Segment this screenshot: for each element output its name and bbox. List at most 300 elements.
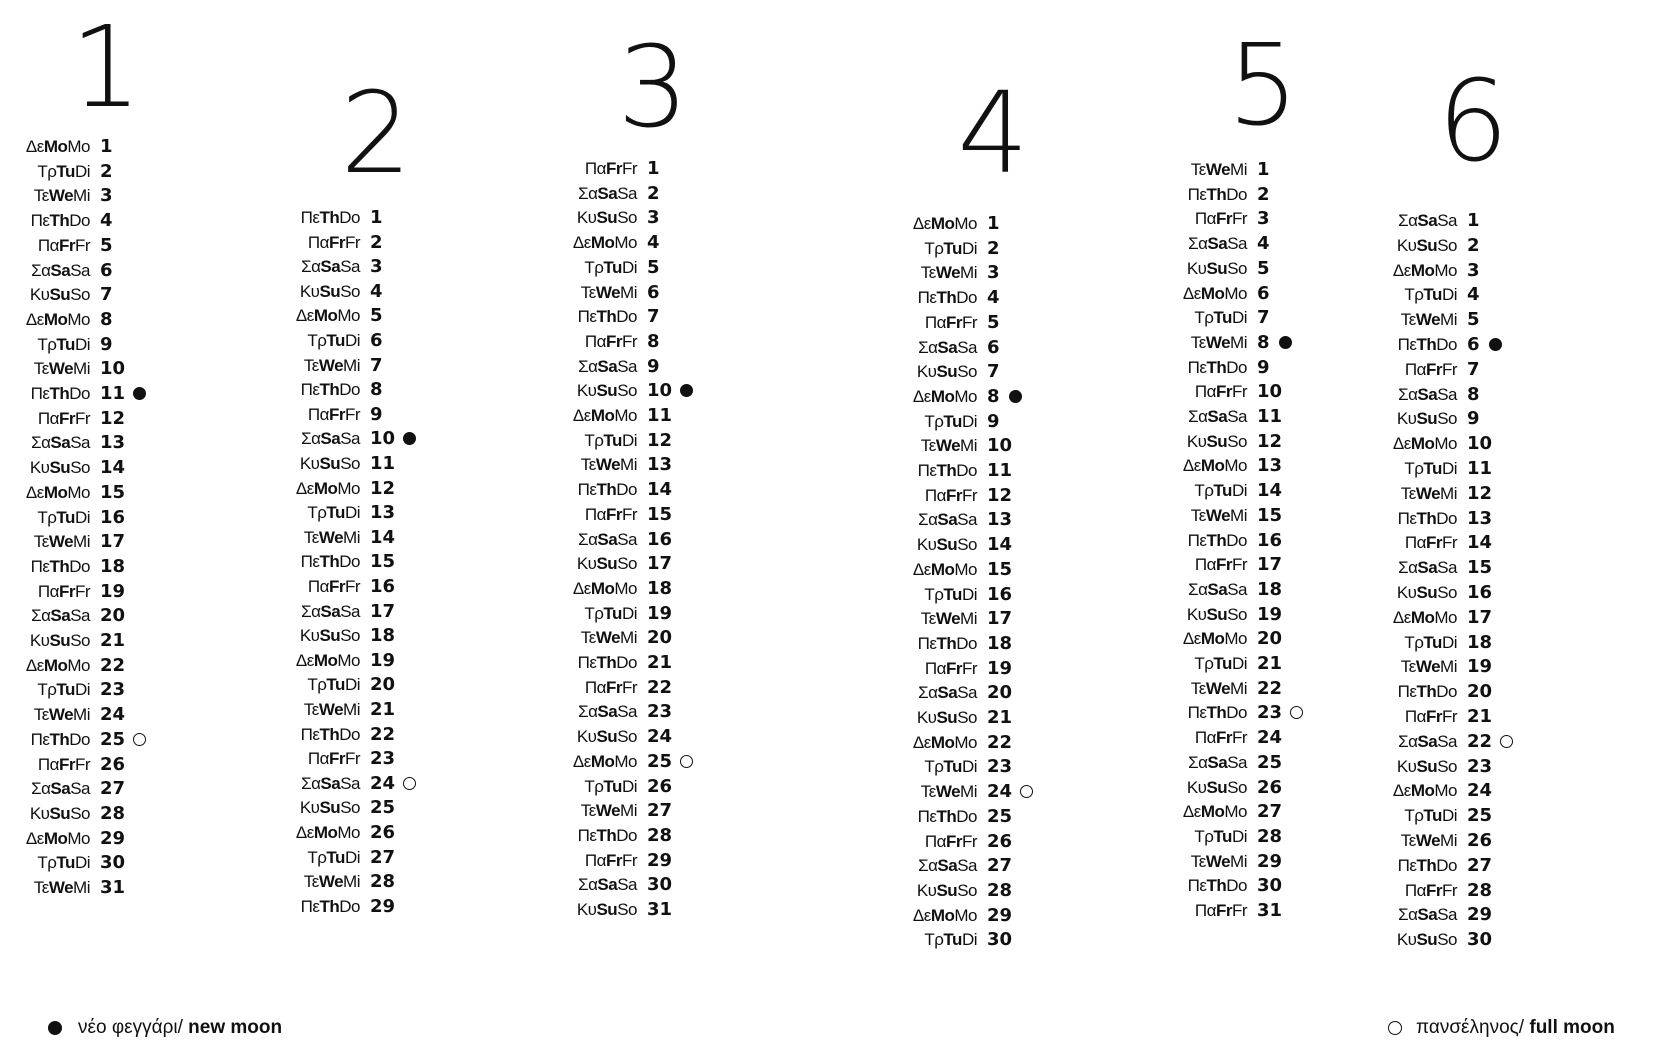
weekday-label: ΤεWeMi: [33, 186, 90, 206]
weekday-label: ΚυSuSo: [916, 535, 977, 555]
day-number: 23: [1257, 702, 1283, 724]
day-number: 3: [1467, 259, 1480, 281]
day-number: 30: [100, 852, 126, 874]
month-column-4: [907, 0, 1077, 960]
day-row: [1177, 504, 1347, 528]
day-row: [567, 676, 737, 700]
weekday-label: ΠαFrFr: [307, 577, 360, 596]
day-row: [567, 157, 737, 181]
day-row: [1177, 899, 1347, 923]
weekday-label: ΠεThDo: [917, 806, 977, 826]
day-row: [907, 434, 1077, 458]
weekday-label: ΤρTuDi: [1404, 806, 1457, 826]
day-number: 16: [647, 528, 673, 550]
day-number: 14: [987, 534, 1013, 556]
day-row: [290, 747, 460, 771]
weekday-label: ΠεThDo: [1397, 682, 1457, 702]
full-moon-icon: [1500, 735, 1513, 748]
day-row: [907, 583, 1077, 607]
day-number: 6: [1467, 334, 1480, 355]
day-row: [20, 357, 190, 381]
weekday-label: ΤρTuDi: [924, 238, 977, 258]
day-number: 6: [647, 281, 660, 303]
weekday-label: ΣαSaSa: [578, 702, 637, 722]
day-number: 26: [370, 822, 396, 843]
day-row: [290, 649, 460, 673]
day-row: [907, 879, 1077, 903]
day-row: [20, 703, 190, 727]
day-row: [907, 286, 1077, 310]
weekday-label: ΣαSaSa: [918, 856, 977, 876]
day-row: [20, 456, 190, 480]
day-row: [20, 604, 190, 628]
weekday-label: ΠαFrFr: [1194, 901, 1247, 920]
weekday-label: ΚυSuSo: [576, 381, 637, 401]
day-number: 13: [987, 509, 1013, 531]
day-number: 3: [1257, 208, 1270, 230]
day-number: 10: [100, 358, 126, 380]
day-row: [20, 259, 190, 283]
day-number: 7: [1257, 307, 1270, 329]
legend-new-moon: [48, 1016, 348, 1040]
day-number: 1: [1467, 210, 1480, 231]
day-row: [907, 360, 1077, 384]
day-row: [1387, 457, 1557, 481]
day-number: 7: [370, 354, 383, 376]
weekday-label: ΤρTuDi: [307, 675, 360, 695]
day-row: [907, 632, 1077, 656]
weekday-label: ΠαFrFr: [1194, 728, 1247, 748]
day-number: 29: [1467, 904, 1493, 926]
weekday-label: ΔεMoMo: [1392, 434, 1457, 454]
day-row: [567, 552, 737, 576]
day-number: 28: [647, 824, 673, 846]
day-number: 23: [1467, 755, 1493, 777]
weekday-label: ΤεWeMi: [303, 872, 360, 892]
day-number: 18: [1467, 631, 1493, 653]
day-number: 29: [100, 827, 126, 849]
day-number: 19: [1467, 656, 1493, 678]
day-row: [1177, 454, 1347, 478]
weekday-label: ΣαSaSa: [1398, 384, 1457, 404]
weekday-label: ΚυSuSo: [299, 454, 360, 473]
weekday-label: ΠεThDo: [1397, 335, 1457, 354]
day-number: 5: [647, 256, 660, 278]
day-number: 24: [647, 726, 673, 748]
day-number: 19: [987, 657, 1013, 679]
legend-new-moon-greek: νέο φεγγάρι/: [78, 1017, 183, 1038]
day-number: 14: [1257, 480, 1283, 502]
day-number: 21: [1257, 653, 1283, 674]
day-row: [20, 580, 190, 604]
day-number: 20: [100, 605, 126, 627]
weekday-label: ΠεThDo: [577, 653, 637, 672]
weekday-label: ΚυSuSo: [576, 900, 637, 919]
day-number: 16: [987, 583, 1013, 605]
weekday-label: ΠαFrFr: [584, 331, 637, 351]
day-row: [567, 281, 737, 305]
day-row: [290, 575, 460, 599]
day-row: [20, 184, 190, 208]
day-number: 22: [370, 723, 396, 745]
weekday-label: ΠεThDo: [1187, 703, 1247, 723]
weekday-label: ΠαFrFr: [1404, 707, 1457, 726]
day-number: 26: [647, 775, 673, 797]
day-number: 21: [370, 699, 396, 720]
weekday-label: ΣαSaSa: [1188, 579, 1247, 599]
weekday-label: ΠεThDo: [577, 825, 637, 845]
weekday-label: ΤρTuDi: [924, 757, 977, 777]
day-number: 21: [647, 652, 673, 673]
weekday-label: ΔεMoMo: [912, 386, 977, 406]
day-row: [20, 506, 190, 530]
weekday-label: ΔεMoMo: [912, 559, 977, 579]
legend-full-moon-greek: πανσέληνος/: [1416, 1017, 1525, 1038]
day-number: 28: [370, 871, 396, 893]
day-row: [1177, 701, 1347, 725]
day-row: [1387, 631, 1557, 655]
day-row: [567, 206, 737, 230]
weekday-label: ΤρTuDi: [924, 411, 977, 431]
weekday-label: ΚυSuSo: [1396, 409, 1457, 429]
new-moon-icon: [48, 1021, 62, 1035]
weekday-label: ΣαSaSa: [1188, 752, 1247, 772]
day-number: 14: [1467, 532, 1493, 554]
weekday-label: ΤεWeMi: [580, 801, 637, 821]
day-number: 9: [987, 410, 1000, 432]
day-row: [1177, 479, 1347, 503]
day-row: [1177, 207, 1347, 231]
day-row: [1387, 606, 1557, 630]
day-row: [1387, 680, 1557, 704]
day-number: 3: [100, 185, 113, 207]
weekday-label: ΠαFrFr: [1404, 880, 1457, 900]
day-number: 25: [370, 797, 396, 819]
weekday-label: ΠεThDo: [1187, 876, 1247, 896]
weekday-label: ΣαSaSa: [1398, 905, 1457, 925]
weekday-label: ΔεMoMo: [1182, 629, 1247, 649]
weekday-label: ΤρTuDi: [307, 847, 360, 867]
day-row: [1177, 776, 1347, 800]
weekday-label: ΠαFrFr: [1194, 209, 1247, 229]
day-row: [567, 528, 737, 552]
day-number: 16: [1257, 529, 1283, 551]
day-row: [1177, 232, 1347, 256]
weekday-label: ΔεMoMo: [25, 309, 90, 329]
day-number: 4: [987, 287, 1000, 309]
day-row: [567, 873, 737, 897]
weekday-label: ΚυSuSo: [1186, 777, 1247, 797]
day-number: 23: [370, 748, 396, 770]
day-row: [20, 851, 190, 875]
weekday-label: ΔεMoMo: [572, 751, 637, 771]
day-number: 20: [370, 674, 396, 696]
day-row: [907, 657, 1077, 681]
day-number: 22: [1467, 730, 1493, 752]
day-number: 29: [370, 895, 396, 917]
weekday-label: ΠαFrFr: [1194, 382, 1247, 402]
day-number: 25: [100, 728, 126, 750]
day-number: 16: [1467, 582, 1493, 603]
day-number: 14: [100, 457, 126, 479]
weekday-label: ΤρTuDi: [37, 161, 90, 181]
weekday-label: ΠαFrFr: [1194, 555, 1247, 575]
day-number: 8: [1467, 383, 1480, 405]
day-row: [20, 678, 190, 702]
day-row: [290, 870, 460, 894]
weekday-label: ΠεThDo: [300, 552, 360, 572]
day-row: [567, 725, 737, 749]
day-number: 15: [1467, 557, 1493, 579]
weekday-label: ΠαFrFr: [307, 749, 360, 769]
weekday-label: ΤεWeMi: [1190, 851, 1247, 871]
weekday-label: ΠεThDo: [917, 288, 977, 308]
weekday-label: ΠαFrFr: [924, 831, 977, 851]
month-number: 1: [70, 3, 140, 133]
day-number: 23: [647, 701, 673, 723]
full-moon-icon: [403, 777, 416, 790]
weekday-label: ΣαSaSa: [918, 683, 977, 703]
day-row: [907, 928, 1077, 952]
day-number: 13: [1467, 507, 1493, 529]
day-number: 5: [1257, 257, 1270, 279]
weekday-label: ΔεMoMo: [1392, 260, 1457, 280]
day-row: [20, 234, 190, 258]
day-number: 25: [1257, 751, 1283, 773]
day-row: [1177, 825, 1347, 849]
weekday-label: ΠεThDo: [1187, 530, 1247, 550]
day-row: [1177, 800, 1347, 824]
day-number: 26: [1467, 830, 1493, 851]
day-row: [567, 824, 737, 848]
day-number: 9: [100, 333, 113, 355]
weekday-label: ΔεMoMo: [25, 655, 90, 675]
weekday-label: ΤεWeMi: [303, 527, 360, 547]
day-row: [20, 876, 190, 900]
day-number: 24: [370, 772, 396, 794]
weekday-label: ΤεWeMi: [303, 355, 360, 375]
day-row: [907, 212, 1077, 236]
weekday-label: ΣαSaSa: [31, 779, 90, 799]
day-number: 13: [370, 502, 396, 524]
day-row: [20, 333, 190, 357]
day-number: 24: [1257, 727, 1283, 749]
weekday-label: ΠεThDo: [300, 896, 360, 916]
day-row: [1387, 705, 1557, 729]
day-row: [907, 533, 1077, 557]
day-row: [20, 308, 190, 332]
day-row: [20, 654, 190, 678]
weekday-label: ΤρTuDi: [37, 853, 90, 873]
month-number: 2: [340, 69, 410, 199]
day-number: 31: [647, 899, 673, 920]
day-number: 18: [370, 625, 396, 647]
day-number: 25: [647, 750, 673, 772]
day-row: [290, 427, 460, 451]
day-number: 10: [987, 435, 1013, 457]
day-number: 19: [647, 602, 673, 624]
day-number: 22: [987, 731, 1013, 753]
weekday-label: ΤρTuDi: [37, 680, 90, 700]
weekday-label: ΚυSuSo: [916, 708, 977, 727]
day-number: 14: [647, 479, 673, 501]
month-column-5: [1177, 0, 1347, 960]
weekday-label: ΔεMoMo: [912, 214, 977, 233]
day-row: [907, 706, 1077, 730]
day-number: 21: [100, 630, 126, 651]
legend-full-moon: [1388, 1016, 1628, 1040]
day-number: 5: [370, 305, 383, 327]
day-number: 22: [1257, 677, 1283, 699]
day-row: [290, 846, 460, 870]
weekday-label: ΣαSaSa: [301, 601, 360, 621]
day-row: [290, 600, 460, 624]
day-number: 18: [647, 577, 673, 599]
weekday-label: ΚυSuSo: [916, 880, 977, 900]
day-row: [290, 329, 460, 353]
day-row: [1177, 430, 1347, 454]
day-number: 24: [987, 781, 1013, 803]
weekday-label: ΠεThDo: [30, 211, 90, 231]
day-row: [1387, 804, 1557, 828]
day-number: 29: [647, 849, 673, 871]
day-number: 29: [1257, 850, 1283, 872]
weekday-label: ΤρTuDi: [1194, 308, 1247, 328]
day-row: [907, 459, 1077, 483]
day-number: 12: [647, 429, 673, 451]
day-number: 22: [100, 654, 126, 676]
day-row: [1387, 928, 1557, 952]
day-row: [567, 775, 737, 799]
day-number: 29: [987, 904, 1013, 926]
full-moon-icon: [1388, 1021, 1402, 1035]
day-number: 11: [647, 405, 673, 426]
weekday-label: ΤρTuDi: [1194, 826, 1247, 846]
day-row: [1177, 850, 1347, 874]
day-row: [20, 629, 190, 653]
day-row: [20, 530, 190, 554]
weekday-label: ΠεThDo: [1397, 508, 1457, 528]
day-row: [290, 673, 460, 697]
day-number: 11: [370, 453, 396, 474]
weekday-label: ΔεMoMo: [1392, 607, 1457, 627]
weekday-label: ΔεMoMo: [25, 828, 90, 848]
weekday-label: ΚυSuSo: [576, 554, 637, 574]
day-row: [907, 805, 1077, 829]
day-number: 17: [987, 608, 1013, 630]
day-number: 2: [100, 160, 113, 182]
day-row: [1387, 854, 1557, 878]
day-number: 27: [1467, 854, 1493, 876]
weekday-label: ΔεMoMo: [1182, 283, 1247, 303]
weekday-label: ΤεWeMi: [1190, 332, 1247, 352]
day-row: [907, 780, 1077, 804]
day-row: [907, 410, 1077, 434]
weekday-label: ΠεThDo: [30, 556, 90, 576]
day-row: [1387, 383, 1557, 407]
weekday-label: ΚυSuSo: [29, 631, 90, 650]
day-number: 20: [647, 627, 673, 649]
day-number: 28: [987, 879, 1013, 901]
day-row: [567, 453, 737, 477]
full-moon-icon: [1020, 785, 1033, 798]
day-row: [567, 503, 737, 527]
new-moon-icon: [403, 432, 416, 445]
day-number: 26: [987, 830, 1013, 852]
day-row: [907, 607, 1077, 631]
weekday-label: ΤεWeMi: [1400, 831, 1457, 850]
day-row: [1387, 209, 1557, 233]
day-row: [290, 723, 460, 747]
day-row: [907, 854, 1077, 878]
day-number: 7: [987, 361, 1000, 383]
day-number: 7: [647, 306, 660, 328]
day-row: [1387, 507, 1557, 531]
day-number: 1: [987, 213, 1000, 234]
weekday-label: ΤεWeMi: [580, 628, 637, 648]
weekday-label: ΚυSuSo: [576, 208, 637, 228]
day-row: [567, 330, 737, 354]
day-number: 18: [100, 555, 126, 577]
weekday-label: ΤεWeMi: [1400, 310, 1457, 330]
day-number: 31: [100, 877, 126, 898]
weekday-label: ΠαFrFr: [584, 159, 637, 178]
day-number: 3: [370, 256, 383, 278]
weekday-label: ΤρTuDi: [924, 584, 977, 604]
day-row: [1387, 308, 1557, 332]
day-number: 30: [647, 874, 673, 896]
day-number: 30: [987, 929, 1013, 951]
day-row: [567, 577, 737, 601]
day-row: [20, 753, 190, 777]
day-row: [290, 698, 460, 722]
day-row: [1177, 874, 1347, 898]
weekday-label: ΔεMoMo: [572, 233, 637, 253]
day-number: 10: [647, 380, 673, 402]
day-number: 9: [1467, 408, 1480, 430]
new-moon-icon: [1489, 338, 1502, 351]
weekday-label: ΠεThDo: [30, 384, 90, 403]
day-number: 6: [370, 330, 383, 351]
weekday-label: ΣαSaSa: [1398, 731, 1457, 751]
weekday-label: ΠαFrFr: [307, 232, 360, 252]
weekday-label: ΔεMoMo: [1182, 802, 1247, 822]
month-number: 5: [1227, 21, 1297, 151]
day-number: 20: [987, 682, 1013, 704]
day-row: [1177, 627, 1347, 651]
day-number: 13: [100, 432, 126, 454]
weekday-label: ΚυSuSo: [299, 281, 360, 301]
weekday-label: ΤρTuDi: [1194, 654, 1247, 673]
month-number: 6: [1437, 57, 1507, 187]
day-number: 4: [647, 232, 660, 254]
weekday-label: ΚυSuSo: [299, 626, 360, 646]
weekday-label: ΔεMoMo: [1392, 781, 1457, 801]
weekday-label: ΣαSaSa: [31, 606, 90, 626]
day-row: [1387, 432, 1557, 456]
day-row: [907, 311, 1077, 335]
day-row: [1387, 779, 1557, 803]
day-row: [1177, 677, 1347, 701]
weekday-label: ΣαSaSa: [301, 257, 360, 277]
day-row: [290, 550, 460, 574]
day-row: [290, 255, 460, 279]
day-row: [567, 379, 737, 403]
weekday-label: ΣαSaSa: [1188, 234, 1247, 254]
day-row: [290, 206, 460, 230]
weekday-label: ΤεWeMi: [33, 705, 90, 725]
weekday-label: ΠεThDo: [917, 633, 977, 653]
